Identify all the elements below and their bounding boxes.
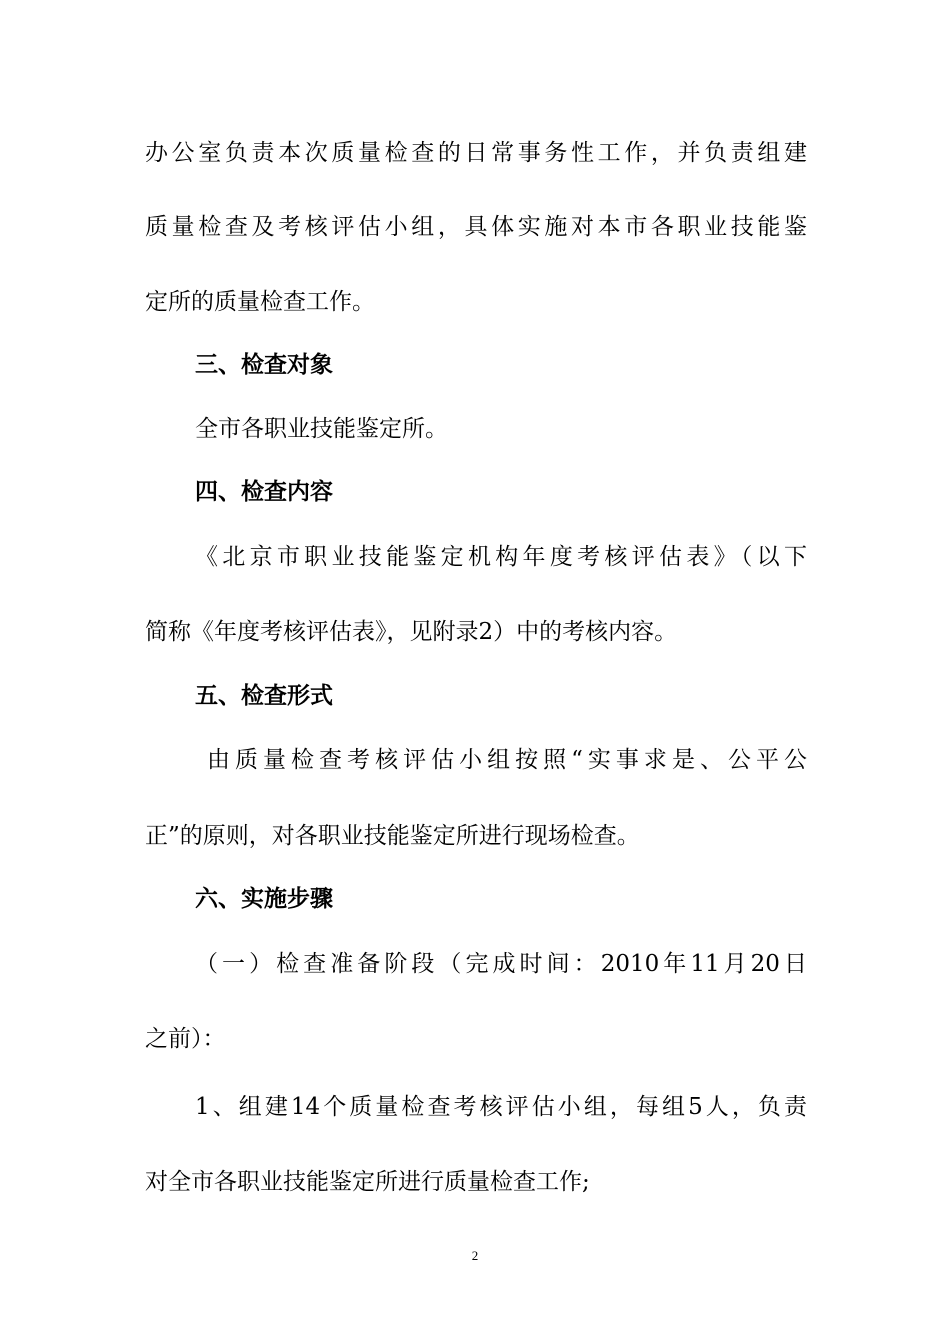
body-text-line: 简称《年度考核评估表》，见附录2）中的考核内容。 [145, 619, 678, 645]
section-heading-4: 四、检查内容 [195, 478, 333, 505]
section-heading-3: 三、检查对象 [195, 351, 333, 378]
body-text-line: 1、组建14个质量检查考核评估小组，每组5人，负责 [195, 1094, 807, 1120]
body-text-line: 定所的质量检查工作。 [145, 289, 375, 315]
body-text-line: 《北京市职业技能鉴定机构年度考核评估表》（以下 [195, 544, 807, 570]
body-text-line: （一）检查准备阶段（完成时间：2010年11月20日 [195, 951, 807, 977]
page-number: 2 [471, 1248, 479, 1263]
body-text-line: 对全市各职业技能鉴定所进行质量检查工作; [145, 1169, 590, 1195]
body-text-line: 由质量检查考核评估小组按照“实事求是、公平公 [207, 747, 807, 773]
section-heading-6: 六、实施步骤 [195, 885, 333, 912]
body-text-line: 办公室负责本次质量检查的日常事务性工作，并负责组建 [145, 140, 807, 166]
body-text-line: 质量检查及考核评估小组，具体实施对本市各职业技能鉴 [145, 214, 807, 240]
body-text-line: 正”的原则，对各职业技能鉴定所进行现场检查。 [145, 823, 640, 849]
section-heading-5: 五、检查形式 [195, 682, 333, 709]
body-text-line: 全市各职业技能鉴定所。 [195, 416, 448, 442]
body-text-line: 之前）： [145, 1026, 226, 1052]
